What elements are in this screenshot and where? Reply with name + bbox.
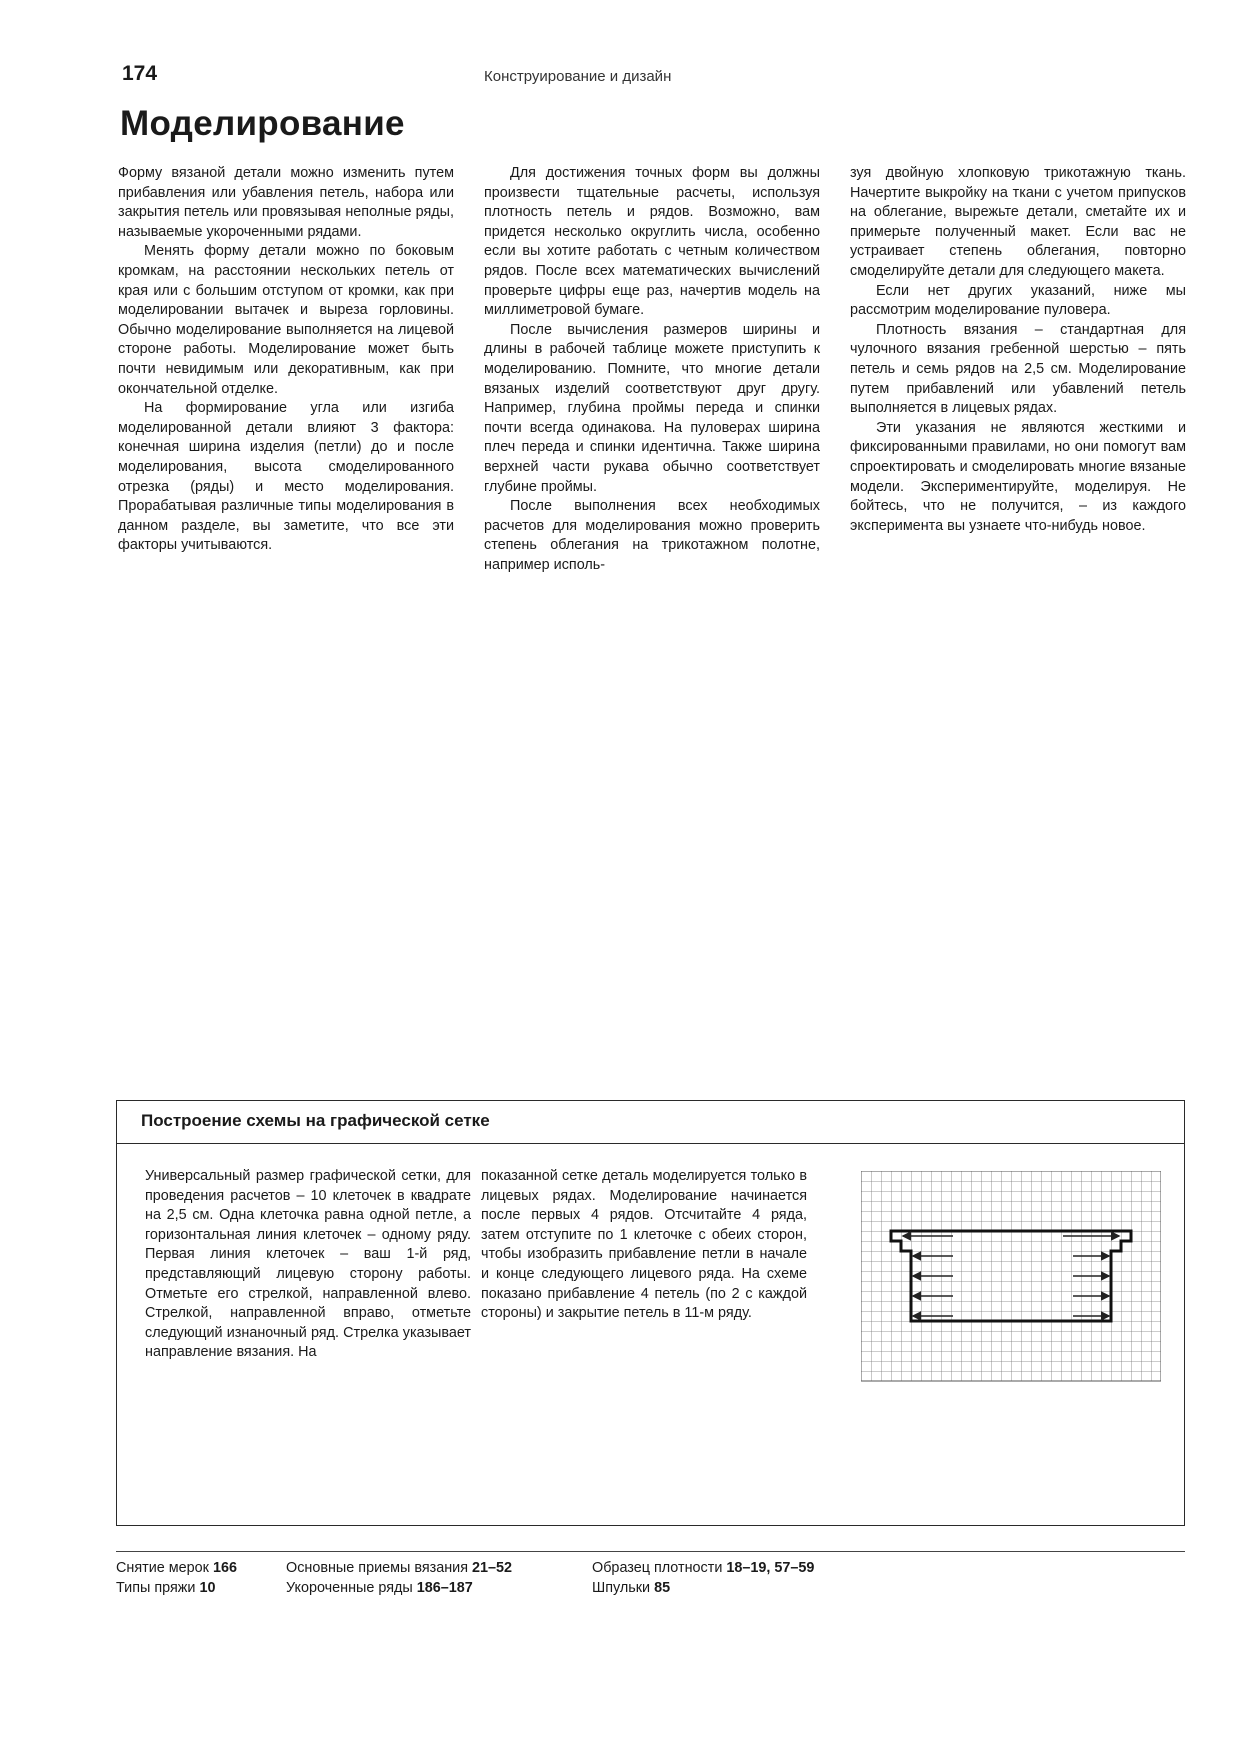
paragraph: После выполнения всех необходимых расчетов для моделирования можно проверить степень облегания на трикотажном полотне, например исполь- — [484, 498, 820, 573]
cross-reference: Шпульки 85 — [592, 1580, 671, 1596]
sidebar-text-column-1 — [145, 1167, 471, 1363]
cross-reference: Снятие мерок 166 — [116, 1560, 237, 1576]
paragraph: Форму вязаной детали можно изменить путем прибавления или убавления петель, набора или закрытия петель или провязывая неполные ряды, называемые укороченными рядами. — [118, 165, 454, 240]
paragraph: Для достижения точных форм вы должны произвести тщательные расчеты, используя плотность петель и рядов. Возможно, вам придется несколько округлить числа, особенно если вы хотите работать с четным количеством рядов. После всех математических вычислений проверьте цифры еще раз, начертив модель на миллиметровой бумаге. — [484, 165, 820, 319]
running-head: Конструирование и дизайн — [484, 68, 672, 85]
footer-column-2 — [286, 1558, 512, 1598]
sidebar-title: Построение схемы на графической сетке — [117, 1101, 1184, 1144]
paragraph: Эти указания не являются жесткими и фиксированными правилами, но они помогут вам спроектировать и смоделировать многие вязаные модели. Экспериментируйте, моделируя. Не бойтесь, что не получится, – из каждого эксперимента вы узнаете что-нибудь новое. — [850, 419, 1186, 534]
footer-column-3 — [592, 1558, 814, 1598]
cross-reference: Образец плотности 18–19, 57–59 — [592, 1560, 815, 1576]
paragraph: На формирование угла или изгиба моделированной детали влияют 3 фактора: конечная ширина изделия (петли) до и после моделирования, высота смоделированного отрезка (ряды) и место моделирования. Прорабатывая различные типы моделирования в данном разделе, вы заметите, что все эти факторы учитываются. — [118, 400, 454, 554]
text-column-2 — [484, 164, 820, 575]
cross-reference: Основные приемы вязания 21–52 — [286, 1560, 513, 1576]
knitting-graph-grid — [861, 1171, 1161, 1383]
footer-rule — [116, 1551, 1185, 1552]
cross-reference: Типы пряжи 10 — [116, 1580, 216, 1596]
paragraph: зуя двойную хлопковую трикотажную ткань. Начертите выкройку на ткани с учетом припусков на облегание, вырежьте детали, сметайте их и примерьте полученный макет. Если вас не устраивает степень облегания, повторно смоделируйте детали для следующего макета. — [850, 165, 1186, 279]
cross-reference: Укороченные ряды 186–187 — [286, 1580, 473, 1596]
text-column-3 — [850, 164, 1186, 536]
paragraph: Если нет других указаний, ниже мы рассмотрим моделирование пуловера. — [850, 282, 1186, 319]
paragraph: Плотность вязания – стандартная для чулочного вязания гребенной шерстью – пять петель и семь рядов на 2,5 см. Моделирование путем прибавлений или убавлений петель выполняется в лицевых рядах. — [850, 321, 1186, 417]
graph-grid-sidebar — [116, 1100, 1185, 1526]
page-number: 174 — [122, 62, 158, 85]
paragraph: показанной сетке деталь моделируется только в лицевых рядах. Моделирование начинается после первых 4 рядов. Отсчитайте 4 ряда, затем отступите по 1 клеточке с обеих сторон, чтобы изобразить прибавление петли в начале и конце следующего лицевого ряда. На схеме показано прибавление 4 петель (по 2 с каждой стороны) и закрытие петель в 11-м ряду. — [481, 1168, 807, 1322]
paragraph: Менять форму детали можно по боковым кромкам, на расстоянии нескольких петель от края или с большим отступом от кромки, как при моделировании вытачек и выреза горловины. Обычно моделирование выполняется на лицевой стороне работы. Моделирование может быть почти невидимым или декоративным, как при окончательной отделке. — [118, 243, 454, 397]
paragraph: Универсальный размер графической сетки, для проведения расчетов – 10 клеточек в квадрате на 2,5 см. Одна клеточка равна одной петле, а горизонтальная линия клеточек – одному ряду. Первая линия клеточек – ваш 1-й ряд, представляющий лицевую сторону работы. Отметьте его стрелкой, направленной влево. Стрелкой, направленной вправо, отметьте следующий изнаночный ряд. Стрелка указывает направление вязания. На — [145, 1168, 471, 1361]
footer-column-1 — [116, 1558, 237, 1598]
page-title: Моделирование — [120, 104, 405, 143]
sidebar-text-column-2 — [481, 1167, 807, 1324]
text-column-1 — [118, 164, 454, 556]
paragraph: После вычисления размеров ширины и длины в рабочей таблице можете приступить к моделированию. Помните, что многие детали вязаных изделий соответствуют друг другу. Например, глубина проймы переда и спинки почти всегда одинакова. На пуловерах ширина плеч переда и спинки идентична. Также ширина верхней части рукава обычно соответствует глубине проймы. — [484, 321, 820, 495]
